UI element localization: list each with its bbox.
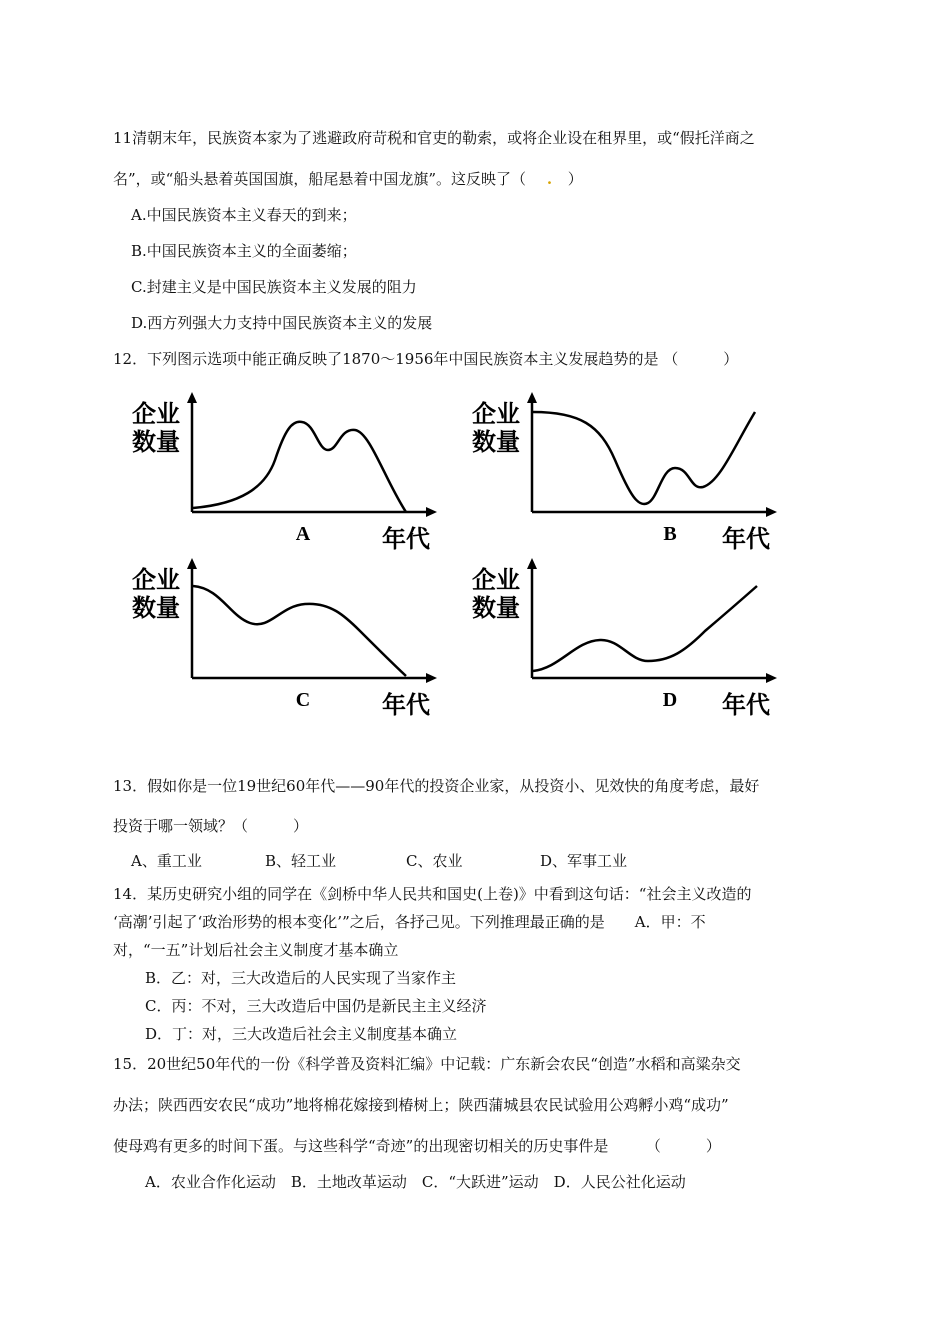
chart-d-y-arrow — [527, 558, 537, 569]
q11-stem-line2-text: 名”，或“船头悬着英国国旗，船尾悬着中国龙旗”。这反映了（ — [113, 170, 527, 188]
q11-stem-line2-close: ） — [567, 170, 583, 188]
q13-option-c: C、农业 — [406, 852, 463, 870]
chart-a-x-arrow — [426, 507, 437, 517]
q13-stem-line2: 投资于哪一领域？（ ） — [113, 817, 309, 835]
chart-b-x-arrow — [766, 507, 777, 517]
q11-option-b: B.中国民族资本主义的全面萎缩； — [131, 242, 357, 260]
q14-stem-line1: 14．某历史研究小组的同学在《剑桥中华人民共和国史(上卷)》中看到这句话：“社会主义改造的 — [113, 885, 752, 903]
chart-d-ylabel-2: 数量 — [472, 594, 520, 622]
chart-b-ylabel-1: 企业 — [472, 400, 520, 428]
chart-b-curve — [533, 412, 755, 504]
chart-b-ylabel-2: 数量 — [472, 428, 520, 456]
chart-a-ylabel-1: 企业 — [132, 400, 180, 428]
chart-d-option-label: D — [662, 689, 678, 711]
q11-stem-line2 — [113, 169, 583, 189]
chart-c-ylabel-1: 企业 — [132, 566, 180, 594]
chart-c-curve — [193, 586, 406, 676]
q11-option-d: D.西方列强大力支持中国民族资本主义的发展 — [131, 314, 433, 332]
q14-option-d: D．丁：对，三大改造后社会主义制度基本确立 — [145, 1025, 458, 1043]
chart-c-option-label: C — [295, 689, 311, 711]
q11-option-a: A.中国民族资本主义春天的到来； — [131, 206, 357, 224]
chart-b — [470, 390, 800, 560]
q13-option-b: B、轻工业 — [265, 852, 337, 870]
q15-stem-line1-part2: 份《科学普及资料汇编》中记载：广东新会农民“创造”水稻和高粱杂交 — [275, 1055, 741, 1073]
chart-d-xlabel: 年代 — [722, 691, 770, 719]
chart-a-curve — [193, 422, 406, 512]
q15-stem-line1 — [113, 1054, 741, 1074]
q14-stem-line2: ‘高潮’引起了‘政治形势的根本变化’”之后，各抒己见。下列推理最正确的是 A．甲：不 — [113, 913, 706, 931]
chart-c — [130, 556, 460, 726]
chart-c-xlabel: 年代 — [382, 691, 430, 719]
chart-a-ylabel-2: 数量 — [132, 428, 180, 456]
chart-b-xlabel: 年代 — [722, 525, 770, 553]
q15-options: A．农业合作化运动 B．土地改革运动 C．“大跃进”运动 D．人民公社化运动 — [145, 1173, 686, 1191]
q12-stem: 12．下列图示选项中能正确反映了1870～1956年中国民族资本主义发展趋势的是 （ ） — [113, 350, 739, 368]
q15-stem-line3: 使母鸡有更多的时间下蛋。与这些科学“奇迹”的出现密切相关的历史事件是 （ ） — [113, 1137, 721, 1155]
chart-a-xlabel: 年代 — [382, 525, 430, 553]
chart-a-y-arrow — [187, 392, 197, 403]
chart-d-curve — [533, 586, 757, 671]
chart-b-option-label: B — [663, 523, 677, 545]
chart-c-x-arrow — [426, 673, 437, 683]
q13-stem-line1: 13．假如你是一位19世纪60年代——90年代的投资企业家，从投资小、见效快的角度考虑，最好 — [113, 777, 760, 795]
chart-d — [470, 556, 800, 726]
q14-option-c: C．丙：不对，三大改造后中国仍是新民主主义经济 — [145, 997, 487, 1015]
q13-option-d: D、军事工业 — [540, 852, 628, 870]
blank-dot: . — [526, 170, 568, 188]
chart-c-y-arrow — [187, 558, 197, 569]
q14-stem-line3: 对，“一五”计划后社会主义制度才基本确立 — [113, 941, 399, 959]
chart-c-ylabel-2: 数量 — [132, 594, 180, 622]
q11-stem-line1: 11清朝末年，民族资本家为了逃避政府苛税和官吏的勒索，或将企业设在租界里，或“假托洋商之 — [113, 129, 755, 147]
q15-stem-line1-part1: 15．20世纪50年代的一 — [113, 1055, 276, 1073]
chart-a — [130, 390, 460, 560]
q11-option-c: C.封建主义是中国民族资本主义发展的阻力 — [131, 278, 417, 296]
q15-stem-line2: 办法；陕西西安农民“成功”地将棉花嫁接到椿树上；陕西蒲城县农民试验用公鸡孵小鸡“成功” — [113, 1096, 729, 1114]
chart-d-x-arrow — [766, 673, 777, 683]
q13-option-a: A、重工业 — [131, 852, 202, 870]
q14-option-b: B．乙：对，三大改造后的人民实现了当家作主 — [145, 969, 457, 987]
chart-a-option-label: A — [295, 523, 311, 545]
chart-d-ylabel-1: 企业 — [472, 566, 520, 594]
chart-b-y-arrow — [527, 392, 537, 403]
